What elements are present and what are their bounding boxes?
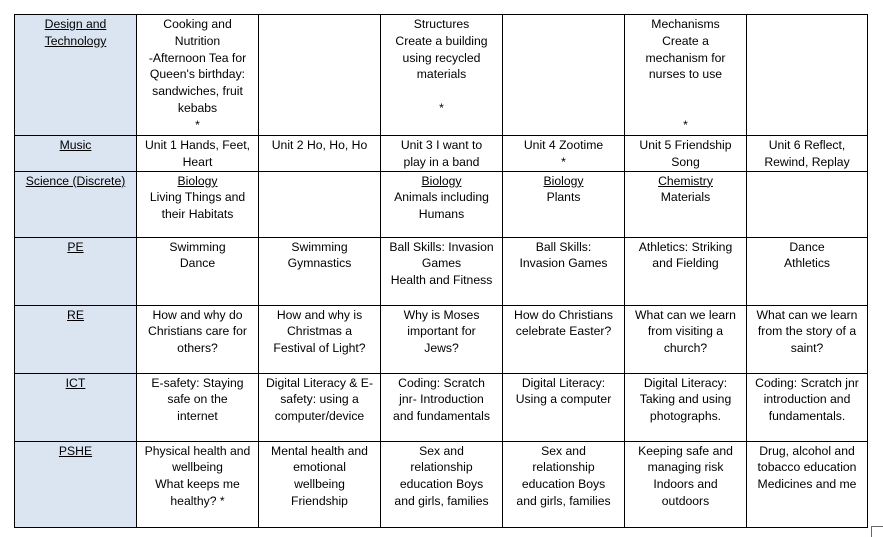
cell-heading: Biology (177, 173, 218, 188)
cell-text: Structures Create a building using recycled materials * (395, 17, 488, 115)
term-cell (381, 136, 503, 172)
cell-text: Ball Skills: Invasion Games Health and Fitness (389, 239, 494, 288)
cell-text: Materials (660, 190, 711, 205)
subject-cell (15, 15, 137, 136)
term-cell (625, 373, 747, 441)
table-row (15, 15, 868, 136)
cell-text: Coding: Scratch jnr introduction and fundamentals. (755, 375, 859, 424)
term-cell (381, 15, 503, 136)
term-cell (259, 441, 381, 527)
term-cell (381, 305, 503, 373)
cell-text: Athletics: Striking and Fielding (638, 239, 733, 271)
page-corner-mark (871, 526, 883, 537)
cell-text: Mechanisms Create a mechanism for nurses to use * (645, 17, 726, 132)
curriculum-table-body (15, 15, 868, 528)
cell-text: E-safety: Staying safe on the internet (151, 375, 244, 424)
subject-label: Science (Discrete) (25, 173, 126, 188)
cell-text: Keeping safe and managing risk Indoors and outdoors (638, 443, 733, 508)
cell-text: How do Christians celebrate Easter? (514, 307, 613, 339)
term-cell (503, 373, 625, 441)
cell-heading: Chemistry (658, 173, 713, 188)
subject-label: ICT (65, 375, 86, 390)
term-cell (503, 305, 625, 373)
term-cell (259, 373, 381, 441)
cell-text: Physical health and wellbeing What keeps me healthy? * (144, 443, 251, 508)
cell-text: How and why do Christians care for others? (148, 307, 247, 356)
table-row (15, 136, 868, 172)
term-cell (747, 373, 868, 441)
cell-text: Unit 1 Hands, Feet, Heart (145, 138, 250, 169)
cell-text: Unit 5 Friendship Song (639, 138, 732, 169)
subject-cell (15, 441, 137, 527)
term-cell (747, 237, 868, 305)
cell-text: Drug, alcohol and tobacco education Medicines and me (757, 443, 857, 492)
term-cell (137, 237, 259, 305)
cell-text: Animals including Humans (394, 190, 489, 222)
cell-text: Unit 2 Ho, Ho, Ho (271, 138, 368, 152)
subject-label: PE (67, 239, 84, 254)
term-cell (381, 237, 503, 305)
cell-text: Dance Athletics (783, 239, 831, 271)
table-row (15, 237, 868, 305)
term-cell (259, 136, 381, 172)
term-cell (137, 441, 259, 527)
cell-text: Why is Moses important for Jews? (403, 307, 480, 356)
cell-text: What can we learn from the story of a saint? (756, 307, 858, 356)
table-row (15, 305, 868, 373)
term-cell (747, 441, 868, 527)
table-row (15, 441, 868, 527)
term-cell (137, 305, 259, 373)
cell-text: Unit 4 Zootime * (523, 138, 604, 169)
subject-cell (15, 171, 137, 237)
cell-text: What can we learn from visiting a church? (635, 307, 736, 356)
cell-text: Coding: Scratch jnr- Introduction and fundamentals (393, 375, 490, 424)
cell-text: Swimming Dance (169, 239, 226, 271)
subject-cell (15, 373, 137, 441)
term-cell (747, 15, 868, 136)
term-cell (625, 15, 747, 136)
cell-heading: Biology (543, 173, 584, 188)
term-cell (259, 237, 381, 305)
term-cell (503, 15, 625, 136)
subject-cell (15, 305, 137, 373)
cell-text: Unit 3 I want to play in a band (400, 138, 483, 169)
term-cell (625, 305, 747, 373)
term-cell (259, 15, 381, 136)
cell-text: Unit 6 Reflect, Rewind, Replay (764, 138, 850, 169)
term-cell (137, 373, 259, 441)
term-cell (625, 136, 747, 172)
cell-text: Plants (546, 190, 581, 205)
subject-cell (15, 136, 137, 172)
cell-text: Cooking and Nutrition -Afternoon Tea for Queen's birthday: sandwiches, fruit kebabs * (148, 17, 247, 132)
table-row (15, 373, 868, 441)
term-cell (747, 305, 868, 373)
cell-text: Digital Literacy: Using a computer (515, 375, 612, 407)
curriculum-table (14, 14, 868, 528)
term-cell (503, 171, 625, 237)
term-cell (137, 136, 259, 172)
cell-heading: Biology (421, 173, 462, 188)
term-cell (381, 373, 503, 441)
cell-text: Sex and relationship education Boys and girls, families (394, 443, 489, 508)
cell-text: Digital Literacy & E- safety: using a computer/device (265, 375, 373, 424)
term-cell (381, 171, 503, 237)
term-cell (137, 171, 259, 237)
cell-text: Sex and relationship education Boys and girls, families (516, 443, 611, 508)
term-cell (747, 171, 868, 237)
term-cell (381, 441, 503, 527)
term-cell (503, 441, 625, 527)
term-cell (625, 237, 747, 305)
cell-text: Mental health and emotional wellbeing Friendship (271, 443, 368, 508)
term-cell (137, 15, 259, 136)
subject-label: PSHE (58, 443, 93, 458)
table-row (15, 171, 868, 237)
cell-text: Living Things and their Habitats (149, 190, 246, 222)
cell-text: Ball Skills: Invasion Games (519, 239, 608, 271)
term-cell (259, 171, 381, 237)
cell-text: Digital Literacy: Taking and using photographs. (639, 375, 732, 424)
term-cell (625, 171, 747, 237)
subject-label: Design and Technology (44, 17, 107, 48)
term-cell (625, 441, 747, 527)
term-cell (259, 305, 381, 373)
subject-label: Music (59, 138, 92, 152)
term-cell (747, 136, 868, 172)
cell-text: How and why is Christmas a Festival of Light? (273, 307, 366, 356)
term-cell (503, 136, 625, 172)
subject-label: RE (67, 307, 84, 322)
subject-cell (15, 237, 137, 305)
cell-text: Swimming Gymnastics (287, 239, 352, 271)
term-cell (503, 237, 625, 305)
